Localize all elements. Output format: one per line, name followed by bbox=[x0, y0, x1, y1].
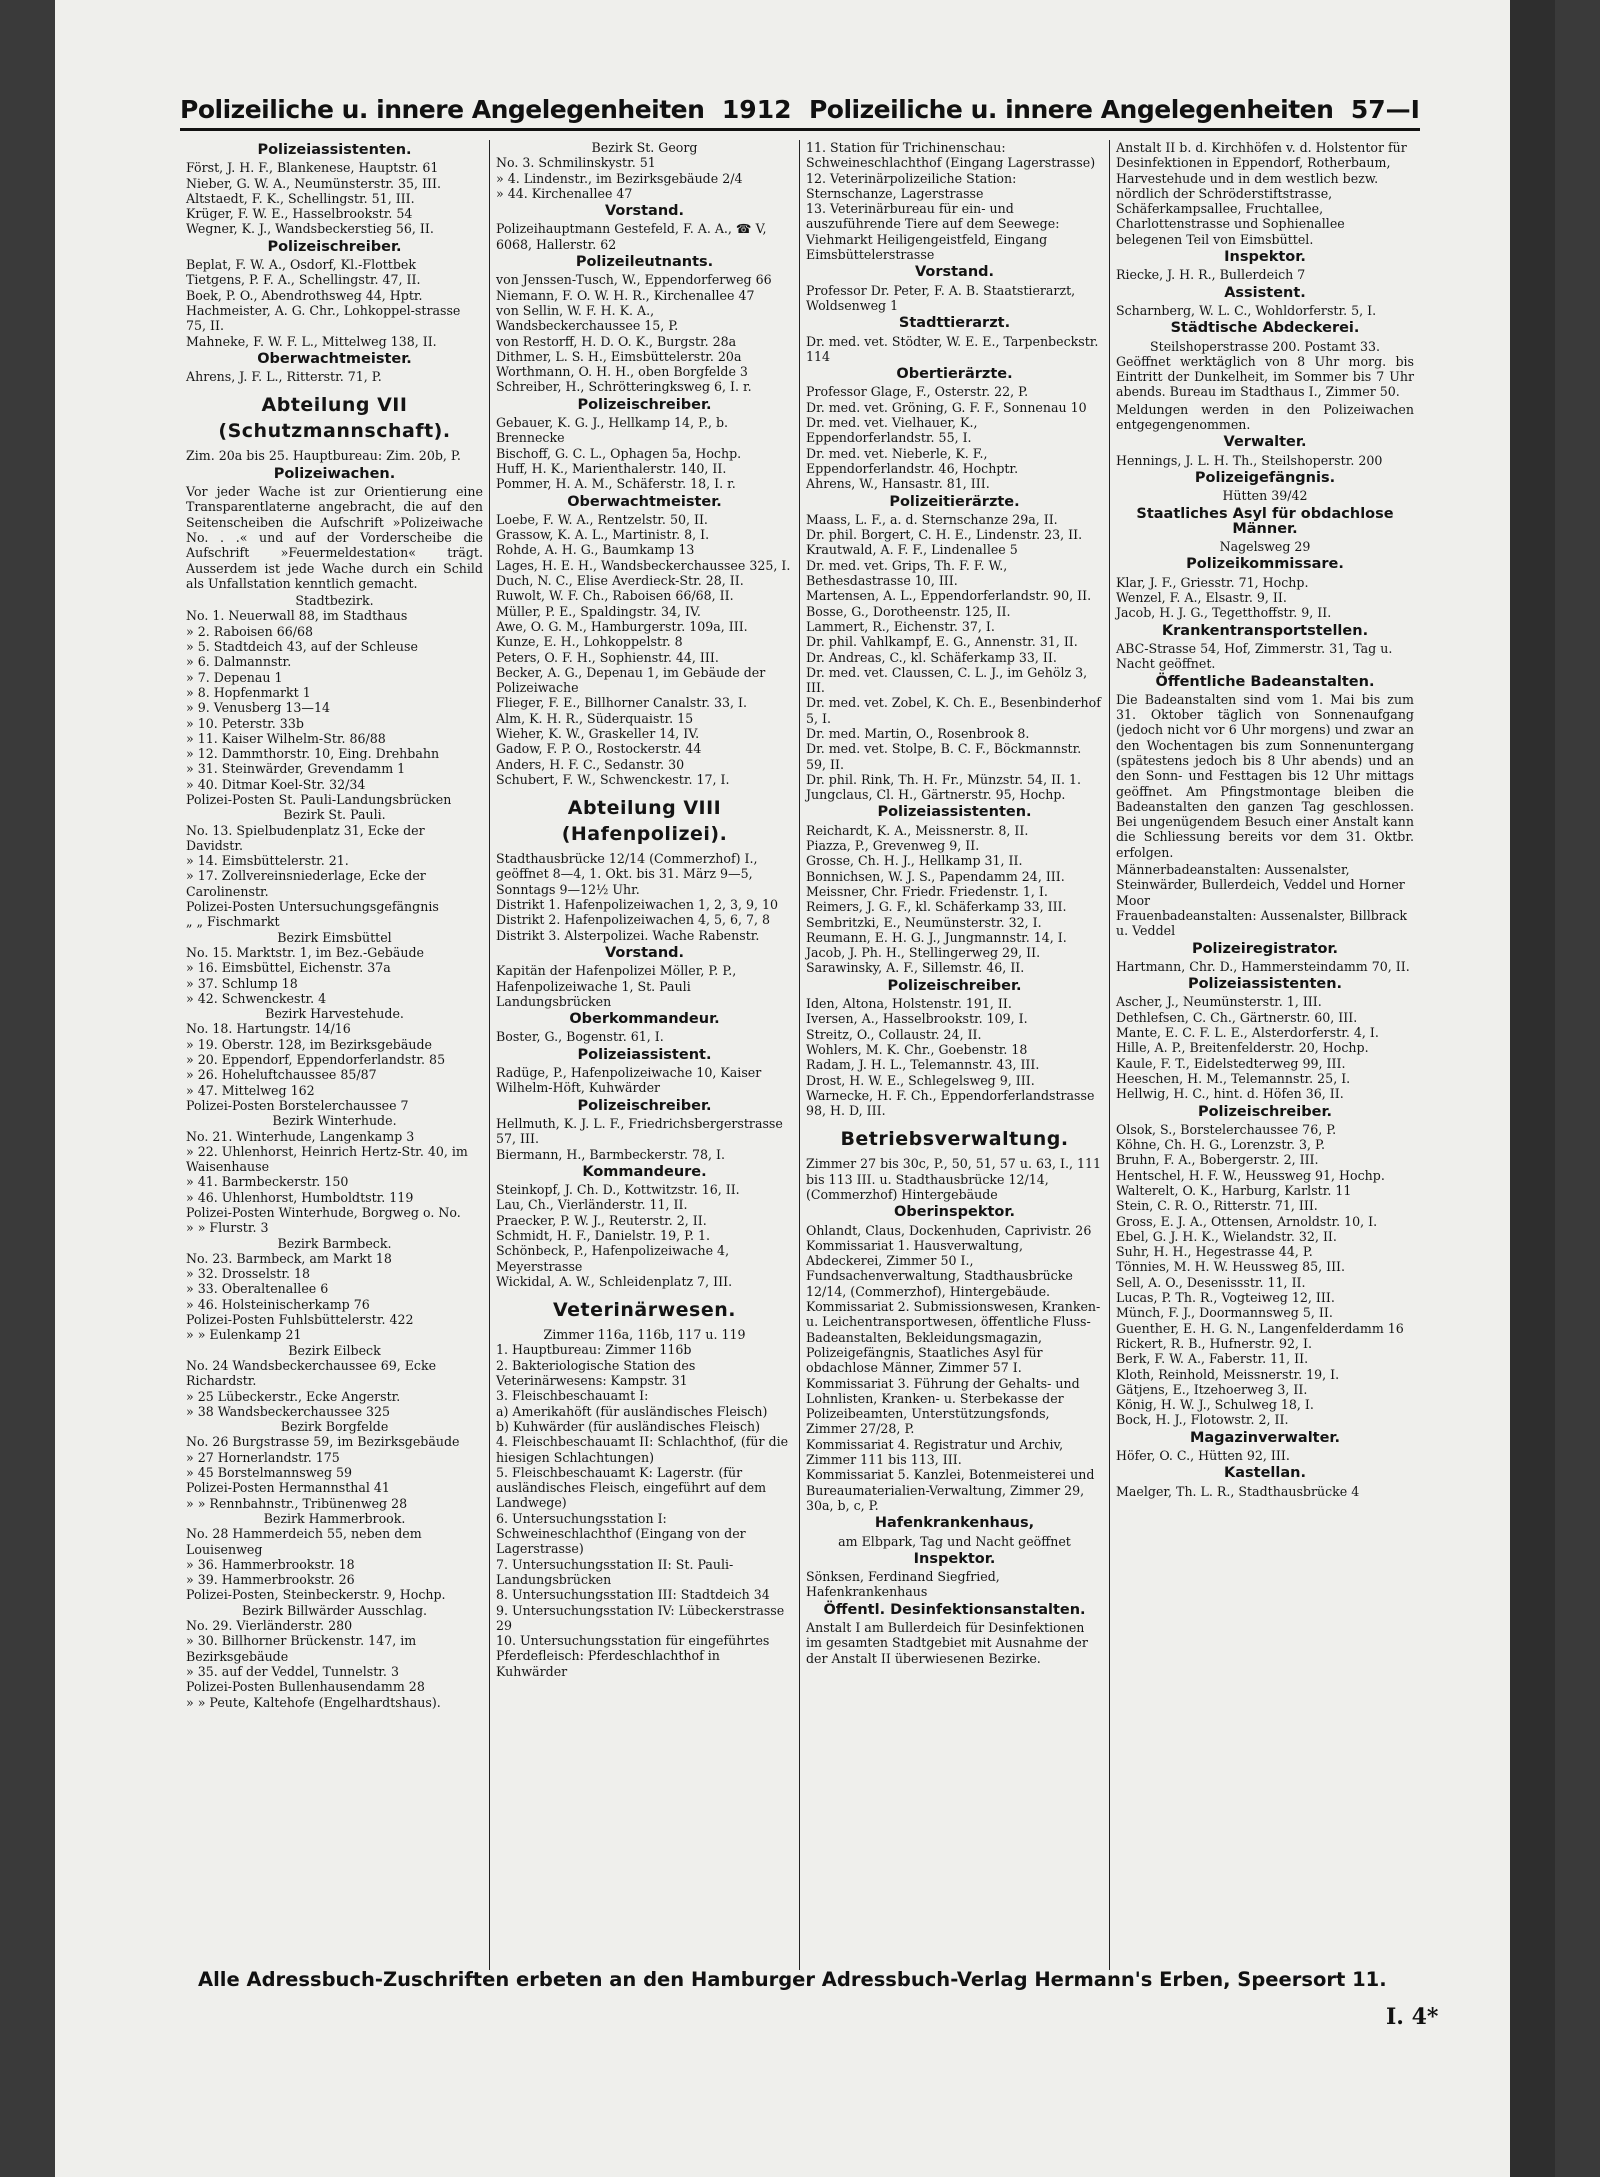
entry-line: Sell, A. O., Desenissstr. 11, II. bbox=[1116, 1274, 1306, 1290]
entry-line: Alm, K. H. R., Süderquaistr. 15 bbox=[496, 710, 694, 726]
centered-line: Bezirk Barmbeck. bbox=[277, 1235, 392, 1251]
entry-line: Hellmuth, K. J. L. F., Friedrichsbergerstrasse 57, III. bbox=[496, 1115, 783, 1147]
entry-line: Schubert, F. W., Schwenckestr. 17, I. bbox=[496, 771, 730, 787]
entry-line: Distrikt 1. Hafenpolizeiwachen 1, 2, 3, 9, 10 bbox=[496, 897, 779, 913]
entry-line: Ascher, J., Neumünsterstr. 1, III. bbox=[1116, 994, 1322, 1010]
entry-line: » » Flurstr. 3 bbox=[186, 1220, 269, 1236]
entry-line: Beplat, F. W. A., Osdorf, Kl.-Flottbek bbox=[186, 257, 416, 273]
entry-line: 10. Untersuchungsstation für eingeführtes Pferdefleisch: Pferdeschlachthof in Kuhwärder bbox=[496, 1633, 770, 1679]
header-year: 1912 bbox=[721, 94, 792, 124]
entry-line: Polizeihauptmann Gestefeld, F. A. A., ☎ V, 6068, Hallerstr. 62 bbox=[496, 221, 767, 252]
entry-line: Mante, E. C. F. L. E., Alsterdorferstr. 4, I. bbox=[1116, 1025, 1379, 1041]
entry-line: Guenther, E. H. G. N., Langenfelderdamm 16 bbox=[1116, 1320, 1404, 1336]
entry-line: Rickert, R. B., Hufnerstr. 92, I. bbox=[1116, 1335, 1313, 1351]
entry-line: » 12. Dammthorstr. 10, Eing. Drehbahn bbox=[186, 746, 440, 762]
entry-line: Sönksen, Ferdinand Siegfried, Hafenkrankenhaus bbox=[806, 1569, 1000, 1600]
entry-line: Meissner, Chr. Friedr. Friedenstr. 1, I. bbox=[806, 883, 1048, 899]
entry-line: Iversen, A., Hasselbrookstr. 109, I. bbox=[806, 1011, 1028, 1027]
entry-line: Duch, N. C., Elise Averdieck-Str. 28, II. bbox=[496, 573, 744, 589]
directory-columns bbox=[180, 140, 1430, 1970]
entry-line: Polizei-Posten Winterhude, Borgweg o. No. bbox=[186, 1205, 461, 1220]
section-heading: Polizeitierärzte. bbox=[889, 493, 1020, 510]
section-heading: Städtische Abdeckerei. bbox=[1170, 320, 1360, 337]
entry-line: 1. Hauptbureau: Zimmer 116b bbox=[496, 1342, 692, 1358]
entry-line: Ahrens, W., Hansastr. 81, III. bbox=[806, 476, 990, 492]
centered-line: am Elbpark, Tag und Nacht geöffnet bbox=[838, 1533, 1071, 1549]
entry-line: Gätjens, E., Itzehoerweg 3, II. bbox=[1116, 1381, 1308, 1397]
entry-line: Polizei-Posten Bullenhausendamm 28 bbox=[186, 1679, 425, 1695]
entry-line: » 19. Oberstr. 128, im Bezirksgebäude bbox=[186, 1036, 432, 1052]
entry-line: » 2. Raboisen 66/68 bbox=[186, 623, 314, 639]
entry-line: Polizei-Posten Fuhlsbüttelerstr. 422 bbox=[186, 1312, 414, 1328]
section-heading: Öffentliche Badeanstalten. bbox=[1155, 673, 1375, 690]
entry-line: b) Kuhwärder (für ausländisches Fleisch) bbox=[496, 1418, 761, 1434]
entry-line: No. 1. Neuerwall 88, im Stadthaus bbox=[186, 608, 408, 624]
entry-line: » 40. Ditmar Koel-Str. 32/34 bbox=[186, 776, 366, 792]
entry-line: Först, J. H. F., Blankenese, Hauptstr. 61 bbox=[186, 160, 439, 176]
entry-line: a) Amerikahöft (für ausländisches Fleisch) bbox=[496, 1403, 768, 1419]
centered-line: Bezirk Hammerbrook. bbox=[263, 1510, 406, 1526]
entry-line: Jacob, J. Ph. H., Stellingerweg 29, II. bbox=[806, 945, 1041, 961]
entry-line: » » Peute, Kaltehofe (Engelhardtshaus). bbox=[186, 1694, 441, 1710]
entry-line: Wegner, K. J., Wandsbeckerstieg 56, II. bbox=[186, 221, 434, 237]
entry-line: Schreiber, H., Schrötteringksweg 6, I. r. bbox=[496, 379, 752, 395]
entry-line: » 17. Zollvereinsniederlage, Ecke der Carolinenstr. bbox=[186, 868, 426, 899]
entry-line: Gross, E. J. A., Ottensen, Arnoldstr. 10, I. bbox=[1116, 1213, 1378, 1229]
page-edge-shadow bbox=[1510, 0, 1555, 2177]
entry-line: Radam, J. H. L., Telemannstr. 43, III. bbox=[806, 1057, 1040, 1073]
entry-line: 12. Veterinärpolizeiliche Station: Sternschanze, Lagerstrasse bbox=[806, 170, 1017, 201]
entry-line: 6. Untersuchungsstation I: Schweineschlachthof (Eingang von der Lagerstrasse) bbox=[496, 1510, 746, 1557]
entry-line: Maelger, Th. L. R., Stadthausbrücke 4 bbox=[1116, 1483, 1360, 1499]
column-3 bbox=[800, 140, 1110, 1970]
entry-line: Warnecke, H. F. Ch., Eppendorferlandstrasse 98, H. D, III. bbox=[806, 1087, 1095, 1119]
entry-line: » 36. Hammerbrookstr. 18 bbox=[186, 1556, 355, 1572]
centered-line: Zimmer 116a, 116b, 117 u. 119 bbox=[543, 1327, 746, 1343]
entry-line: von Jenssen-Tusch, W., Eppendorferweg 66 bbox=[496, 272, 772, 288]
entry-line: » 44. Kirchenallee 47 bbox=[496, 185, 633, 201]
entry-line: Tietgens, P. F. A., Schellingstr. 47, II. bbox=[186, 272, 421, 288]
entry-line: Piazza, P., Grevenweg 9, II. bbox=[806, 838, 980, 854]
section-heading: Polizeileutnants. bbox=[575, 254, 714, 271]
entry-line: von Restorff, H. D. O. K., Burgstr. 28a bbox=[496, 333, 737, 349]
entry-line: Rohde, A. H. G., Baumkamp 13 bbox=[496, 542, 695, 558]
entry-line: Gebauer, K. G. J., Hellkamp 14, P., b. Brennecke bbox=[496, 415, 729, 446]
entry-line: Dr. med. vet. Stolpe, B. C. F., Böckmannstr. 59, II. bbox=[806, 741, 1082, 772]
entry-line: Jungclaus, Cl. H., Gärtnerstr. 95, Hochp. bbox=[806, 787, 1066, 803]
section-heading: Polizeischreiber. bbox=[1197, 1103, 1333, 1120]
entry-line: » 5. Stadtdeich 43, auf der Schleuse bbox=[186, 639, 418, 655]
entry-line: No. 28 Hammerdeich 55, neben dem Louisenweg bbox=[186, 1526, 422, 1557]
entry-line: Zimmer 27 bis 30c, P., 50, 51, 57 u. 63, I., 111 bis 113 III. u. Stadthausbrücke 12/14, (Commerzhof) Hintergebäude bbox=[806, 1156, 1101, 1202]
entry-line: Streitz, O., Collaustr. 24, II. bbox=[806, 1026, 982, 1042]
entry-line: Polizei-Posten, Steinbeckerstr. 9, Hochp. bbox=[186, 1587, 446, 1603]
entry-line: Tönnies, M. H. W. Heussweg 85, III. bbox=[1116, 1259, 1346, 1275]
entry-line: Polizei-Posten Untersuchungsgefängnis bbox=[186, 899, 439, 915]
entry-line: » 47. Mittelweg 162 bbox=[186, 1082, 315, 1098]
section-heading: Obertierärzte. bbox=[896, 366, 1013, 383]
entry-line: Dr. med. vet. Nieberle, K. F., Eppendorferlandstr. 46, Hochptr. bbox=[806, 445, 1019, 476]
entry-line: » 11. Kaiser Wilhelm-Str. 86/88 bbox=[186, 730, 386, 746]
entry-line: Awe, O. G. M., Hamburgerstr. 109a, III. bbox=[496, 618, 748, 634]
entry-line: Stadthausbrücke 12/14 (Commerzhof) I., geöffnet 8—4, 1. Okt. bis 31. März 9—5, Sonntags 9—12½ Uhr. bbox=[496, 851, 758, 897]
department-heading: Veterinärwesen. bbox=[553, 1299, 736, 1322]
entry-line: Professor Dr. Peter, F. A. B. Staatstierarzt, Woldsenweg 1 bbox=[806, 282, 1076, 313]
entry-line: Mahneke, F. W. F. L., Mittelweg 138, II. bbox=[186, 333, 437, 349]
entry-line: Dr. phil. Rink, Th. H. Fr., Münzstr. 54, II. 1. bbox=[806, 771, 1082, 787]
entry-line: Dr. med. Martin, O., Rosenbrook 8. bbox=[806, 725, 1030, 741]
section-heading: Polizeiwachen. bbox=[273, 465, 396, 482]
entry-line: Bonnichsen, W. J. S., Papendamm 24, III. bbox=[806, 868, 1065, 884]
entry-line: » 22. Uhlenhorst, Heinrich Hertz-Str. 40, im Waisenhause bbox=[186, 1143, 468, 1175]
entry-line: Martensen, A. L., Eppendorferlandstr. 90, II. bbox=[806, 588, 1092, 604]
header-right-title: Polizeiliche u. innere Angelegenheiten bbox=[808, 94, 1334, 124]
entry-line: Niemann, F. O. W. H. R., Kirchenallee 47 bbox=[496, 287, 755, 303]
entry-line: Becker, A. G., Depenau 1, im Gebäude der Polizeiwache bbox=[496, 664, 766, 696]
entry-line: Wieher, K. W., Graskeller 14, IV. bbox=[496, 725, 700, 741]
section-heading: Polizeischreiber. bbox=[887, 977, 1022, 994]
entry-line: Peters, O. F. H., Sophienstr. 44, III. bbox=[496, 649, 719, 665]
section-heading: Polizeischreiber. bbox=[577, 396, 712, 413]
column-1 bbox=[180, 140, 490, 1970]
entry-line: Wickidal, A. W., Schleidenplatz 7, III. bbox=[496, 1273, 733, 1289]
entry-line: Professor Glage, F., Osterstr. 22, P. bbox=[806, 384, 1029, 400]
entry-line: Hellwig, H. C., hint. d. Höfen 36, II. bbox=[1116, 1086, 1344, 1102]
paragraph: Meldungen werden in den Polizeiwachen entgegengenommen. bbox=[1116, 401, 1414, 433]
entry-line: Anstalt I am Bullerdeich für Desinfektionen im gesamten Stadtgebiet mit Ausnahme der der Anstalt II überwiesenen Bezirke. bbox=[806, 1620, 1088, 1666]
entry-line: No. 21. Winterhude, Langenkamp 3 bbox=[186, 1128, 415, 1144]
entry-line: » 38 Wandsbeckerchaussee 325 bbox=[186, 1403, 391, 1419]
entry-line: 11. Station für Trichinenschau: Schweineschlachthof (Eingang Lagerstrasse) bbox=[806, 140, 1096, 171]
entry-line: No. 23. Barmbeck, am Markt 18 bbox=[186, 1250, 392, 1266]
entry-line: Jacob, H. J. G., Tegetthoffstr. 9, II. bbox=[1116, 605, 1332, 621]
entry-line: Anders, H. F. C., Sedanstr. 30 bbox=[496, 756, 685, 772]
entry-line: Männerbadeanstalten: Aussenalster, Steinwärder, Bullerdeich, Veddel und Horner Moor bbox=[1116, 862, 1405, 908]
entry-line: Zim. 20a bis 25. Hauptbureau: Zim. 20b, P. bbox=[186, 448, 461, 464]
section-heading: Polizeiassistenten. bbox=[1187, 976, 1343, 993]
entry-line: Schönbeck, P., Hafenpolizeiwache 4, Meyerstrasse bbox=[496, 1243, 730, 1274]
entry-line: Ahrens, J. F. L., Ritterstr. 71, P. bbox=[186, 369, 382, 385]
section-heading: Oberwachtmeister. bbox=[567, 493, 722, 510]
entry-line: » 14. Eimsbüttelerstr. 21. bbox=[186, 853, 349, 869]
section-heading: Oberwachtmeister. bbox=[257, 350, 412, 367]
entry-line: Altstaedt, F. K., Schellingstr. 51, III. bbox=[186, 190, 415, 206]
entry-line: Lages, H. E. H., Wandsbeckerchaussee 325, I. bbox=[496, 557, 791, 573]
entry-line: Lucas, P. Th. R., Vogteiweg 12, III. bbox=[1116, 1290, 1335, 1306]
entry-line: Krautwald, A. F. F., Lindenallee 5 bbox=[806, 542, 1018, 558]
entry-line: No. 26 Burgstrasse 59, im Bezirksgebäude bbox=[186, 1434, 460, 1450]
entry-line: Worthmann, O. H. H., oben Borgfelde 3 bbox=[496, 364, 748, 380]
signature-mark: I. 4* bbox=[1386, 2004, 1439, 2030]
entry-line: Kommissariat 4. Registratur und Archiv, Zimmer 111 bis 113, III. bbox=[806, 1436, 1064, 1468]
entry-line: Polizei-Posten Borstelerchaussee 7 bbox=[186, 1097, 409, 1113]
entry-line: 13. Veterinärbureau für ein- und auszuführende Tiere auf dem Seewege: Viehmarkt Heiligengeistfeld, Eingang Eimsbüttelerstrasse bbox=[806, 201, 1060, 263]
entry-line: Wohlers, M. K. Chr., Goebenstr. 18 bbox=[806, 1041, 1028, 1057]
entry-line: » 10. Peterstr. 33b bbox=[186, 715, 304, 731]
entry-line: Iden, Altona, Holstenstr. 191, II. bbox=[806, 996, 1012, 1012]
entry-line: » » Eulenkamp 21 bbox=[186, 1327, 302, 1343]
section-heading: Oberinspektor. bbox=[894, 1204, 1015, 1221]
entry-line: » 20. Eppendorf, Eppendorferlandstr. 85 bbox=[186, 1052, 446, 1068]
entry-line: » 16. Eimsbüttel, Eichenstr. 37a bbox=[186, 960, 391, 976]
section-heading: Vorstand. bbox=[604, 203, 685, 220]
section-heading: Kastellan. bbox=[1224, 1465, 1306, 1482]
entry-line: » 37. Schlump 18 bbox=[186, 975, 298, 991]
entry-line: 3. Fleischbeschauamt I: bbox=[496, 1388, 649, 1404]
entry-line: 8. Untersuchungsstation III: Stadtdeich 34 bbox=[496, 1587, 770, 1603]
entry-line: Maass, L. F., a. d. Sternschanze 29a, II. bbox=[806, 511, 1058, 527]
entry-line: » 8. Hopfenmarkt 1 bbox=[186, 684, 311, 700]
centered-line: Bezirk Billwärder Ausschlag. bbox=[241, 1602, 428, 1618]
entry-line: 4. Fleischbeschauamt II: Schlachthof, (für die hiesigen Schlachtungen) bbox=[496, 1434, 789, 1465]
entry-line: Hentschel, H. F. W., Heussweg 91, Hochp. bbox=[1116, 1167, 1385, 1183]
section-heading: Polizeischreiber. bbox=[577, 1097, 712, 1114]
entry-line: No. 13. Spielbudenplatz 31, Ecke der Davidstr. bbox=[186, 822, 425, 853]
entry-line: Reichardt, K. A., Meissnerstr. 8, II. bbox=[806, 822, 1029, 838]
entry-line: Drost, H. W. E., Schlegelsweg 9, III. bbox=[806, 1072, 1035, 1088]
entry-line: 2. Bakteriologische Station des Veterinärwesens: Kampstr. 31 bbox=[496, 1357, 696, 1389]
publisher-footer: Alle Adressbuch-Zuschriften erbeten an den Hamburger Adressbuch-Verlag Hermann's Erben, Speersort 11. bbox=[198, 1968, 1387, 1991]
section-heading: Polizeiassistenten. bbox=[877, 804, 1032, 821]
entry-line: Kommissariat 1. Hausverwaltung, Abdeckerei, Zimmer 50 I., Fundsachenverwaltung, Stadthausbrücke 12/14, (Commerzhof), Hintergebäude. bbox=[806, 1237, 1073, 1299]
entry-line: Dr. med. vet. Stödter, W. E. E., Tarpenbeckstr. 114 bbox=[806, 333, 1099, 364]
entry-line: » 9. Venusberg 13—14 bbox=[186, 700, 331, 716]
entry-line: » 41. Barmbeckerstr. 150 bbox=[186, 1174, 349, 1190]
paragraph: Die Badeanstalten sind vom 1. Mai bis zum 31. Oktober täglich von Sonnenaufgang (jedoch nicht vor 6 Uhr morgens) und zwar an den Wochentagen bis zum Sonnenuntergang (spätestens jedoch bis 8 Uhr abends) und an den Sonn- und Festtagen bis 12 Uhr mittags geöffnet. Am Pfingstmontage bleiben die Badeanstalten den ganzen Tag geschlossen. Bei ungenügendem Besuch einer Anstalt kann die Schliessung bereits vor dem 31. Oktbr. erfolgen. bbox=[1116, 691, 1414, 860]
entry-line: Dithmer, L. S. H., Eimsbüttelerstr. 20a bbox=[496, 348, 742, 364]
entry-line: Radüge, P., Hafenpolizeiwache 10, Kaiser Wilhelm-Höft, Kuhwärder bbox=[496, 1065, 762, 1096]
entry-line: Bruhn, F. A., Bobergerstr. 2, III. bbox=[1116, 1152, 1319, 1168]
entry-line: No. 18. Hartungstr. 14/16 bbox=[186, 1021, 351, 1037]
entry-line: Bock, H. J., Flotowstr. 2, II. bbox=[1116, 1412, 1289, 1428]
entry-line: Ohlandt, Claus, Dockenhuden, Caprivistr. 26 bbox=[806, 1222, 1092, 1238]
entry-line: Bischoff, G. C. L., Ophagen 5a, Hochp. bbox=[496, 445, 742, 461]
entry-line: Pommer, H. A. M., Schäferstr. 18, I. r. bbox=[496, 476, 736, 492]
entry-line: Köhne, Ch. H. G., Lorenzstr. 3, P. bbox=[1116, 1137, 1325, 1153]
entry-line: Sarawinsky, A. F., Sillemstr. 46, II. bbox=[806, 960, 1025, 976]
entry-line: Reumann, E. H. G. J., Jungmannstr. 14, I. bbox=[806, 929, 1067, 945]
entry-line: » 46. Holsteinischerkamp 76 bbox=[186, 1296, 370, 1312]
entry-line: Münch, F. J., Doormannsweg 5, II. bbox=[1116, 1305, 1333, 1321]
centered-line: Bezirk Harvestehude. bbox=[265, 1006, 404, 1022]
entry-line: Dethlefsen, C. Ch., Gärtnerstr. 60, III. bbox=[1116, 1009, 1358, 1025]
entry-line: Dr. med. vet. Claussen, C. L. J., im Gehölz 3, III. bbox=[806, 664, 1088, 696]
centered-line: Hütten 39/42 bbox=[1222, 488, 1308, 504]
section-heading: Öffentl. Desinfektionsanstalten. bbox=[823, 1601, 1086, 1618]
entry-line: Grassow, K. A. L., Martinistr. 8, I. bbox=[496, 527, 710, 543]
section-heading: Vorstand. bbox=[604, 944, 685, 961]
section-heading: Inspektor. bbox=[1224, 249, 1306, 266]
entry-line: König, H. W. J., Schulweg 18, I. bbox=[1116, 1397, 1314, 1413]
entry-line: Stein, C. R. O., Ritterstr. 71, III. bbox=[1116, 1198, 1318, 1214]
entry-line: 9. Untersuchungsstation IV: Lübeckerstrasse 29 bbox=[496, 1602, 785, 1633]
entry-line: Riecke, J. H. R., Bullerdeich 7 bbox=[1116, 267, 1306, 283]
entry-line: » 33. Oberaltenallee 6 bbox=[186, 1281, 329, 1297]
entry-line: Dr. Andreas, C., kl. Schäferkamp 33, II. bbox=[806, 649, 1057, 665]
section-heading: Verwalter. bbox=[1223, 434, 1307, 451]
entry-line: Müller, P. E., Spaldingstr. 34, IV. bbox=[496, 603, 701, 619]
section-heading: Kommandeure. bbox=[582, 1163, 707, 1180]
section-heading: Vorstand. bbox=[914, 264, 995, 281]
entry-line: Bosse, G., Dorotheenstr. 125, II. bbox=[806, 603, 1011, 619]
entry-line: Ebel, G. J. H. K., Wielandstr. 32, II. bbox=[1116, 1228, 1337, 1244]
department-heading: Betriebsverwaltung. bbox=[840, 1128, 1069, 1151]
entry-line: Anstalt II b. d. Kirchhöfen v. d. Holstentor für Desinfektionen in Eppendorf, Rotherbaum, Harvestehude und in dem westlich bezw. nördlich der Schröderstiftstrasse, Schäferkampsallee, Fruchtallee, Charlottenstrasse und Sophienallee belegenen Teil von Eimsbüttel. bbox=[1116, 140, 1407, 247]
entry-line: Dr. med. vet. Gröning, G. F. F., Sonnenau 10 bbox=[806, 399, 1087, 415]
entry-line: Gadow, F. P. O., Rostockerstr. 44 bbox=[496, 741, 702, 757]
entry-line: Kloth, Reinhold, Meissnerstr. 19, I. bbox=[1116, 1366, 1340, 1382]
header-left-title: Polizeiliche u. innere Angelegenheiten bbox=[180, 94, 705, 124]
entry-line: Olsok, S., Borstelerchaussee 76, P. bbox=[1116, 1121, 1337, 1137]
entry-line: » 4. Lindenstr., im Bezirksgebäude 2/4 bbox=[496, 170, 743, 186]
entry-line: Polizei-Posten St. Pauli-Landungsbrücken bbox=[186, 791, 452, 807]
entry-line: Biermann, H., Barmbeckerstr. 78, I. bbox=[496, 1146, 725, 1162]
centered-line: Bezirk St. Georg bbox=[591, 140, 698, 155]
paragraph: Geöffnet werktäglich von 8 Uhr morg. bis Eintritt der Dunkelheit, im Sommer bis 7 Uhr abends. Bureau im Stadthaus I., Zimmer 50. bbox=[1116, 353, 1414, 400]
centered-line: Bezirk Borgfelde bbox=[280, 1419, 389, 1435]
entry-line: » 27 Hornerlandstr. 175 bbox=[186, 1449, 340, 1465]
centered-line: Bezirk Winterhude. bbox=[272, 1113, 397, 1129]
section-heading: Hafenkrankenhaus, bbox=[874, 1515, 1035, 1532]
entry-line: » 32. Drosselstr. 18 bbox=[186, 1266, 311, 1282]
entry-line: » 39. Hammerbrookstr. 26 bbox=[186, 1572, 355, 1588]
entry-line: Scharnberg, W. L. C., Wohldorferstr. 5, I. bbox=[1116, 302, 1377, 318]
entry-line: Dr. phil. Borgert, C. H. E., Lindenstr. 23, II. bbox=[806, 527, 1083, 543]
entry-line: » 7. Depenau 1 bbox=[186, 669, 283, 685]
entry-line: „ „ Fischmarkt bbox=[186, 914, 280, 930]
entry-line: Grosse, Ch. H. J., Hellkamp 31, II. bbox=[806, 853, 1023, 869]
entry-line: Steinkopf, J. Ch. D., Kottwitzstr. 16, II. bbox=[496, 1182, 740, 1198]
entry-line: Boek, P. O., Abendrothsweg 44, Hptr. bbox=[186, 287, 423, 303]
section-heading: Polizeiassistent. bbox=[577, 1046, 712, 1063]
entry-line: Huff, H. K., Marienthalerstr. 140, II. bbox=[496, 460, 727, 476]
entry-line: Kommissariat 3. Führung der Gehalts- und Lohnlisten, Kranken- u. Sterbekasse der Polizeibeamten, Unterstützungsfonds, Zimmer 27/28, P. bbox=[806, 1375, 1080, 1437]
entry-line: Praecker, P. W. J., Reuterstr. 2, II. bbox=[496, 1212, 707, 1228]
entry-line: Kapitän der Hafenpolizei Möller, P. P., Hafenpolizeiwache 1, St. Pauli Landungsbrücken bbox=[496, 963, 737, 1009]
entry-line: Krüger, F. W. E., Hasselbrookstr. 54 bbox=[186, 206, 413, 222]
section-heading: Stadttierarzt. bbox=[898, 315, 1011, 332]
entry-line: Distrikt 2. Hafenpolizeiwachen 4, 5, 6, 7, 8 bbox=[496, 912, 771, 928]
entry-line: No. 3. Schmilinskystr. 51 bbox=[496, 155, 656, 171]
entry-line: Lammert, R., Eichenstr. 37, I. bbox=[806, 618, 995, 634]
entry-line: von Sellin, W. F. H. K. A., Wandsbeckerchaussee 15, P. bbox=[496, 302, 679, 334]
entry-line: » 42. Schwenckestr. 4 bbox=[186, 990, 327, 1006]
section-heading: Polizeiregistrator. bbox=[1191, 940, 1339, 957]
entry-line: Kommissariat 2. Submissionswesen, Kranken- u. Leichentransportwesen, öffentliche Fluss-Badeanstalten, Bekleidungsmagazin, Polizeigefängnis, Staatliches Asyl für obdachlose Männer, Zimmer 57 I. bbox=[806, 1299, 1101, 1376]
entry-line: » 45 Borstelmannsweg 59 bbox=[186, 1465, 353, 1481]
entry-line: Sembritzki, E., Neumünsterstr. 32, I. bbox=[806, 914, 1042, 930]
entry-line: Nieber, G. W. A., Neumünsterstr. 35, III. bbox=[186, 175, 441, 191]
entry-line: » 46. Uhlenhorst, Humboldtstr. 119 bbox=[186, 1189, 414, 1205]
section-heading: Polizeikommissare. bbox=[1186, 556, 1344, 573]
entry-line: Lau, Ch., Vierländerstr. 11, II. bbox=[496, 1197, 688, 1213]
entry-line: Boster, G., Bogenstr. 61, I. bbox=[496, 1029, 664, 1045]
centered-line: Nagelsweg 29 bbox=[1219, 539, 1311, 555]
entry-line: » 30. Billhorner Brückenstr. 147, im Bezirksgebäude bbox=[186, 1633, 417, 1664]
entry-line: » » Rennbahnstr., Tribünenweg 28 bbox=[186, 1495, 408, 1511]
entry-line: No. 29. Vierländerstr. 280 bbox=[186, 1618, 353, 1634]
entry-line: No. 24 Wandsbeckerchaussee 69, Ecke Richardstr. bbox=[186, 1357, 437, 1389]
entry-line: Berk, F. W. A., Faberstr. 11, II. bbox=[1116, 1351, 1309, 1367]
section-heading: Polizeischreiber. bbox=[267, 238, 402, 255]
entry-line: No. 15. Marktstr. 1, im Bez.-Gebäude bbox=[186, 944, 425, 960]
entry-line: Dr. med. vet. Zobel, K. Ch. E., Besenbinderhof 5, I. bbox=[806, 695, 1101, 726]
running-header bbox=[180, 90, 1420, 131]
department-heading: Abteilung VIII (Hafenpolizei). bbox=[561, 797, 728, 846]
entry-line: Hartmann, Chr. D., Hammersteindamm 70, II. bbox=[1116, 958, 1410, 974]
entry-line: Klar, J. F., Griesstr. 71, Hochp. bbox=[1116, 574, 1309, 590]
entry-line: Wenzel, F. A., Elsastr. 9, II. bbox=[1116, 590, 1287, 606]
header-page-number: 57—I bbox=[1350, 94, 1420, 124]
column-4 bbox=[1110, 140, 1420, 1970]
centered-line: Bezirk Eimsbüttel bbox=[277, 929, 392, 945]
entry-line: Schmidt, H. F., Danielstr. 19, P. 1. bbox=[496, 1228, 711, 1243]
entry-line: Hille, A. P., Breitenfelderstr. 20, Hochp. bbox=[1116, 1040, 1369, 1056]
centered-line: Steilshoperstrasse 200. Postamt 33. bbox=[1150, 338, 1380, 354]
entry-line: Höfer, O. C., Hütten 92, III. bbox=[1116, 1448, 1290, 1464]
entry-line: Distrikt 3. Alsterpolizei. Wache Rabenstr. bbox=[496, 927, 760, 943]
entry-line: Walterelt, O. K., Harburg, Karlstr. 11 bbox=[1116, 1183, 1352, 1198]
entry-line: Kommissariat 5. Kanzlei, Botenmeisterei und Bureaumaterialien-Verwaltung, Zimmer 29, 30a, b, c, P. bbox=[806, 1467, 1095, 1513]
section-heading: Magazinverwalter. bbox=[1189, 1429, 1341, 1446]
centered-line: Stadtbezirk. bbox=[295, 593, 374, 609]
entry-line: Kaule, F. T., Eidelstedterweg 99, III. bbox=[1116, 1055, 1346, 1071]
entry-line: Polizei-Posten Hermannsthal 41 bbox=[186, 1480, 390, 1496]
entry-line: 5. Fleischbeschauamt K: Lagerstr. (für ausländisches Fleisch, eingeführt auf dem Landwege) bbox=[496, 1464, 767, 1511]
entry-line: » 26. Hoheluftchaussee 85/87 bbox=[186, 1067, 377, 1083]
entry-line: » 25 Lübeckerstr., Ecke Angerstr. bbox=[186, 1388, 401, 1404]
entry-line: Suhr, H. H., Hegestrasse 44, P. bbox=[1116, 1244, 1313, 1260]
entry-line: Frauenbadeanstalten: Aussenalster, Billbrack u. Veddel bbox=[1116, 907, 1408, 939]
entry-line: » 31. Steinwärder, Grevendamm 1 bbox=[186, 761, 406, 777]
section-heading: Oberkommandeur. bbox=[569, 1011, 720, 1028]
section-heading: Krankentransportstellen. bbox=[1161, 622, 1369, 639]
entry-line: ABC-Strasse 54, Hof, Zimmerstr. 31, Tag u. Nacht geöffnet. bbox=[1116, 640, 1393, 672]
entry-line: 7. Untersuchungsstation II: St. Pauli-Landungsbrücken bbox=[496, 1556, 734, 1587]
entry-line: Ruwolt, W. F. Ch., Raboisen 66/68, II. bbox=[496, 588, 734, 604]
column-2 bbox=[490, 140, 800, 1970]
entry-line: Dr. phil. Vahlkampf, E. G., Annenstr. 31, II. bbox=[806, 634, 1078, 650]
paragraph: Vor jeder Wache ist zur Orientierung eine Transparentlaterne angebracht, die auf den Seitenscheiben die Aufschrift »Polizeiwache No. . .« und auf der Vorderscheibe die Aufschrift »Feuermeldestation« trägt. Ausserdem ist jede Wache durch ein Schild als Unfallstation kenntlich gemacht. bbox=[186, 484, 483, 591]
entry-line: Kunze, E. H., Lohkoppelstr. 8 bbox=[496, 634, 683, 650]
entry-line: Reimers, J. G. F., kl. Schäferkamp 33, III. bbox=[806, 899, 1067, 915]
entry-line: Hennings, J. L. H. Th., Steilshoperstr. 200 bbox=[1116, 452, 1383, 468]
section-heading: Assistent. bbox=[1224, 284, 1306, 301]
entry-line: » 35. auf der Veddel, Tunnelstr. 3 bbox=[186, 1663, 399, 1679]
entry-line: Loebe, F. W. A., Rentzelstr. 50, II. bbox=[496, 511, 708, 527]
entry-line: Dr. med. vet. Vielhauer, K., Eppendorferlandstr. 55, I. bbox=[806, 415, 978, 446]
entry-line: Dr. med. vet. Grips, Th. F. F. W., Bethesdastrasse 10, III. bbox=[806, 557, 1008, 589]
section-heading: Staatliches Asyl für obdachlose Männer. bbox=[1136, 505, 1394, 537]
entry-line: Hachmeister, A. G. Chr., Lohkoppel-strasse 75, II. bbox=[186, 302, 461, 334]
entry-line: » 6. Dalmannstr. bbox=[186, 654, 292, 670]
entry-line: Flieger, F. E., Billhorner Canalstr. 33, I. bbox=[496, 695, 747, 711]
section-heading: Polizeiassistenten. bbox=[257, 142, 412, 158]
entry-line: Heeschen, H. M., Telemannstr. 25, I. bbox=[1116, 1070, 1351, 1086]
centered-line: Bezirk Eilbeck bbox=[288, 1342, 381, 1358]
section-heading: Polizeigefängnis. bbox=[1194, 469, 1336, 486]
section-heading: Inspektor. bbox=[913, 1550, 996, 1567]
department-heading: Abteilung VII (Schutzmannschaft). bbox=[218, 394, 451, 443]
centered-line: Bezirk St. Pauli. bbox=[283, 807, 386, 823]
